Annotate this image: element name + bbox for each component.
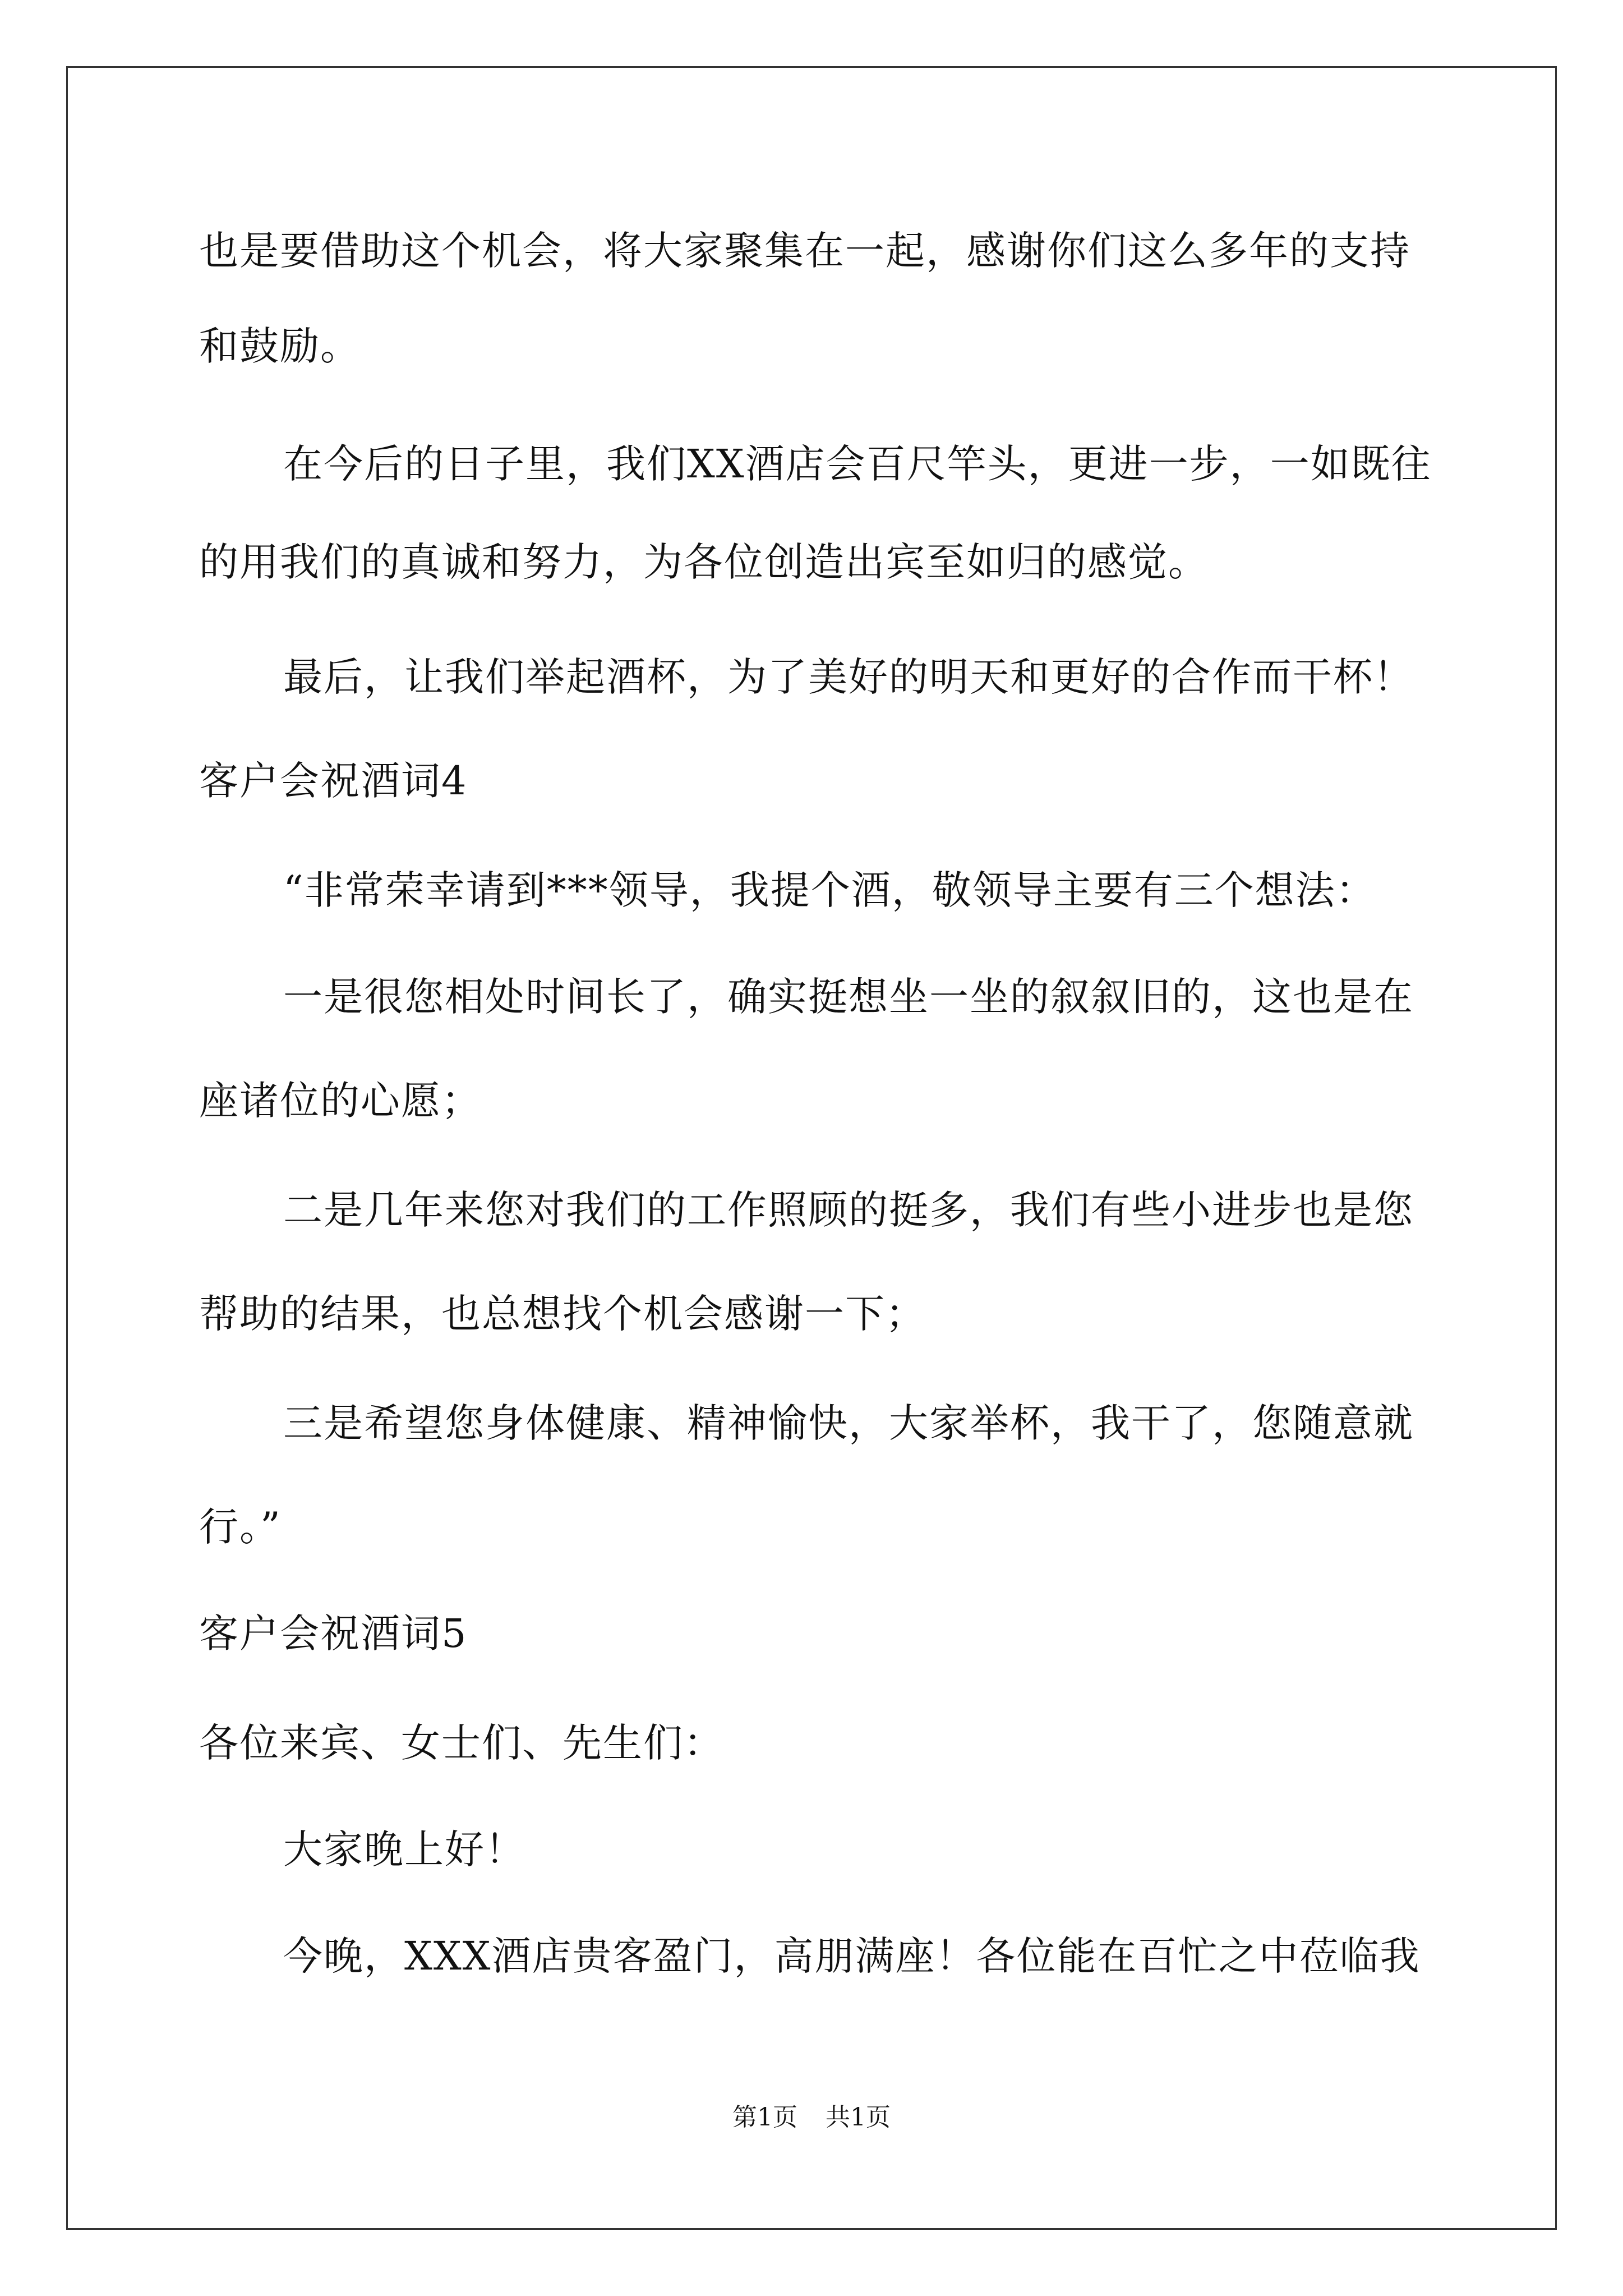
paragraph-line: 三是希望您身体健康、精神愉快，大家举杯，我干了，您随意就 <box>283 1400 1414 1446</box>
page-border <box>66 66 1557 2230</box>
paragraph-line: 行。” <box>199 1504 282 1550</box>
section-heading: 客户会祝酒词4 <box>199 758 468 804</box>
section-heading: 客户会祝酒词5 <box>199 1611 468 1657</box>
paragraph-line: 帮助的结果，也总想找个机会感谢一下； <box>199 1291 926 1337</box>
paragraph-line: 一是很您相处时间长了，确实挺想坐一坐的叙叙旧的，这也是在 <box>283 974 1414 1020</box>
paragraph-line: 最后，让我们举起酒杯，为了美好的明天和更好的合作而干杯！ <box>283 654 1414 700</box>
paragraph-line: 也是要借助这个机会，将大家聚集在一起，感谢你们这么多年的支持 <box>199 228 1410 274</box>
page-total: 共1页 <box>826 2103 891 2132</box>
paragraph-line: 在今后的日子里，我们XX酒店会百尺竿头，更进一步，一如既往 <box>283 441 1432 487</box>
paragraph-line: “非常荣幸请到***领导，我提个酒，敬领导主要有三个想法： <box>283 867 1376 913</box>
page-footer <box>0 2101 1623 2134</box>
paragraph-line: 今晚，XXX酒店贵客盈门，高朋满座！各位能在百忙之中莅临我 <box>283 1933 1421 1979</box>
paragraph-line: 二是几年来您对我们的工作照顾的挺多，我们有些小进步也是您 <box>283 1187 1414 1233</box>
paragraph-line: 和鼓励。 <box>199 323 361 369</box>
page-number: 第1页 <box>732 2103 797 2132</box>
paragraph-line: 各位来宾、女士们、先生们： <box>199 1720 724 1766</box>
paragraph-line: 大家晚上好！ <box>283 1826 525 1872</box>
paragraph-line: 座诸位的心愿； <box>199 1078 482 1124</box>
paragraph-line: 的用我们的真诚和努力，为各位创造出宾至如归的感觉。 <box>199 539 1209 585</box>
